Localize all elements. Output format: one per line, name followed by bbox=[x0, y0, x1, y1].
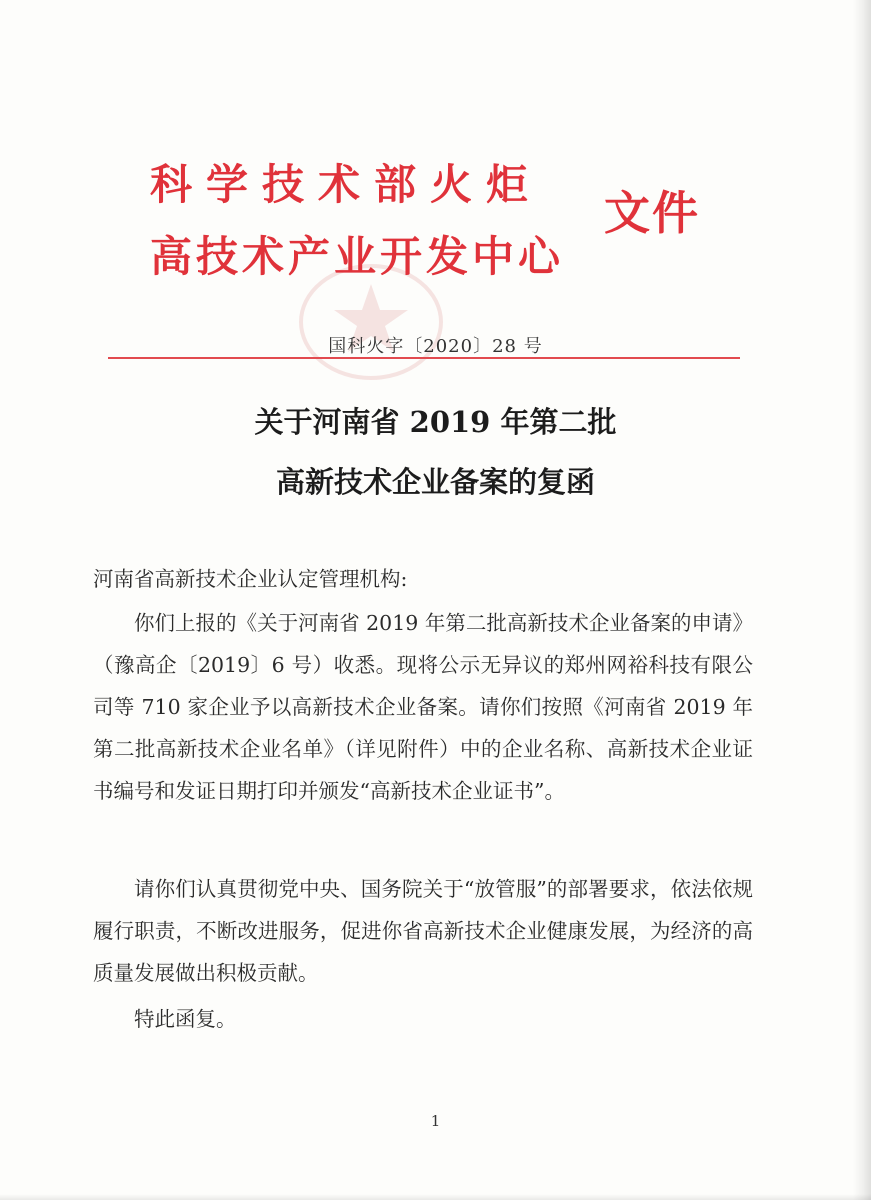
body-paragraph-2: 请你们认真贯彻党中央、国务院关于“放管服”的部署要求，依法依规履行职责，不断改进服务，促进你省高新技术企业健康发展，为经济的高质量发展做出积极贡献。 bbox=[93, 877, 753, 985]
page-number: 1 bbox=[430, 1112, 441, 1130]
red-divider-line bbox=[108, 357, 740, 359]
document-number: 国科火字〔2020〕28 号 bbox=[328, 336, 543, 357]
document-type-label: 文件 bbox=[604, 186, 700, 240]
document-title-line2: 高新技术企业备案的复函 bbox=[275, 465, 595, 499]
body-paragraph-1: 你们上报的《关于河南省 2019 年第二批高新技术企业备案的申请》（豫高企〔2019〕6 号）收悉。现将公示无异议的郑州网裕科技有限公司等 710 家企业予以高新技术企业备案。请你们按照《河南省 2019 年第二批高新技术企业名单》（详见附件）中的企业名称、高新技术企业证书编号和发证日期打印并颁发“高新技术企业证书”。 bbox=[93, 611, 753, 803]
scan-bottom-shadow bbox=[0, 1194, 871, 1200]
issuing-org-line1: 科学技术部火炬 bbox=[150, 160, 543, 209]
closing-line: 特此函复。 bbox=[134, 1007, 237, 1031]
scan-edge-shadow bbox=[853, 0, 871, 1200]
issuing-org-line2: 高技术产业开发中心 bbox=[150, 232, 565, 281]
document-title-line1: 关于河南省 2019 年第二批 bbox=[254, 405, 617, 439]
salutation: 河南省高新技术企业认定管理机构: bbox=[93, 567, 408, 591]
